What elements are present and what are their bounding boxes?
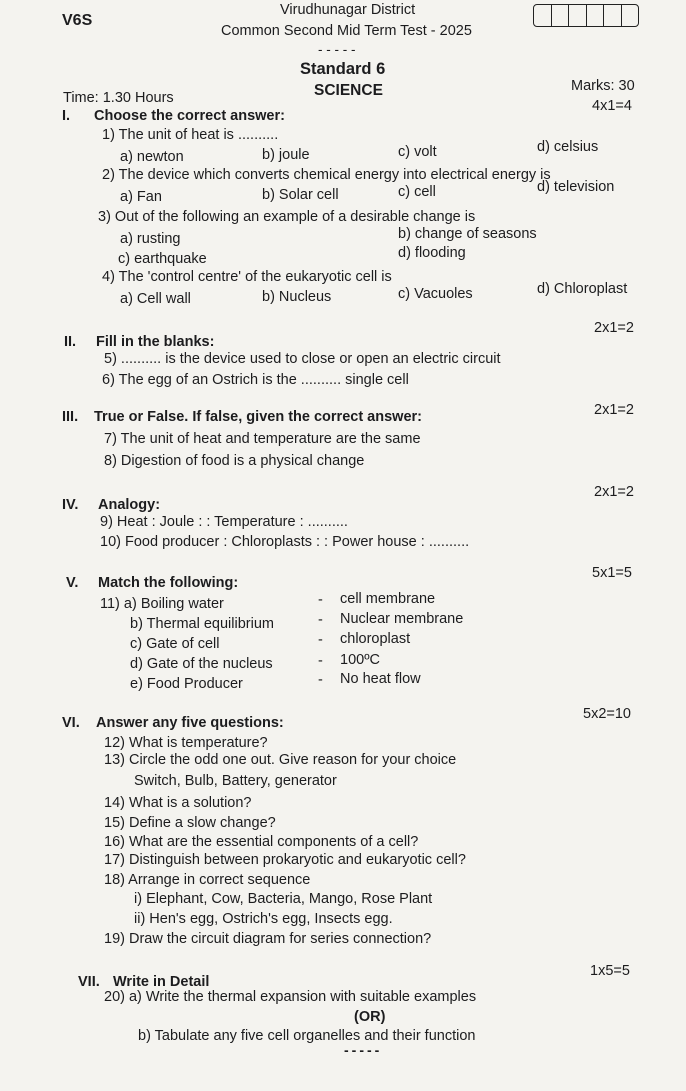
section-3-number: III. <box>62 409 79 425</box>
roll-number-boxes <box>533 4 639 27</box>
match-dash-d: - <box>318 653 323 669</box>
question-5: 5) .......... is the device used to close or open an electric circuit <box>104 351 501 367</box>
paper-code: V6S <box>62 12 93 29</box>
match-right-e: No heat flow <box>340 671 421 687</box>
district-name: Virudhunagar District <box>280 2 416 18</box>
header-divider: - - - - - <box>318 42 356 57</box>
roll-box <box>534 5 552 26</box>
question-18: 18) Arrange in correct sequence <box>104 872 311 888</box>
section-1-title: Choose the correct answer: <box>94 108 285 124</box>
question-3: 3) Out of the following an example of a desirable change is <box>98 209 476 225</box>
question-9: 9) Heat : Joule : : Temperature : .......... <box>100 514 348 530</box>
question-4: 4) The 'control centre' of the eukaryotic cell is <box>102 269 392 285</box>
question-14: 14) What is a solution? <box>104 795 252 811</box>
roll-box <box>587 5 605 26</box>
match-right-d: 100ºC <box>340 652 380 668</box>
question-18-part-ii: ii) Hen's egg, Ostrich's egg, Insects egg. <box>134 911 393 927</box>
section-7-title: Write in Detail <box>113 974 210 990</box>
q2-option-c: c) cell <box>398 184 436 200</box>
match-right-c: chloroplast <box>340 631 411 647</box>
subject-title: SCIENCE <box>314 82 383 99</box>
question-2: 2) The device which converts chemical energy into electrical energy is <box>102 167 551 183</box>
q1-option-b: b) joule <box>262 147 310 163</box>
q2-option-b: b) Solar cell <box>262 187 339 203</box>
footer-divider: ----- <box>344 1042 383 1058</box>
q1-option-c: c) volt <box>398 144 437 160</box>
question-17: 17) Distinguish between prokaryotic and eukaryotic cell? <box>104 852 466 868</box>
match-right-b: Nuclear membrane <box>340 611 464 627</box>
question-20b: b) Tabulate any five cell organelles and their function <box>138 1028 476 1044</box>
match-dash-b: - <box>318 612 323 628</box>
or-separator: (OR) <box>354 1009 386 1025</box>
section-1-marks: 4x1=4 <box>592 98 632 114</box>
match-right-a: cell membrane <box>340 591 436 607</box>
match-left-b: b) Thermal equilibrium <box>130 616 274 632</box>
roll-box <box>552 5 570 26</box>
section-6-marks: 5x2=10 <box>583 706 631 722</box>
section-2-number: II. <box>64 334 77 350</box>
question-8: 8) Digestion of food is a physical change <box>104 453 365 469</box>
q1-option-d: d) celsius <box>537 139 599 155</box>
section-1-number: I. <box>62 108 71 124</box>
question-6: 6) The egg of an Ostrich is the .......... single cell <box>102 372 409 388</box>
q4-option-c: c) Vacuoles <box>398 286 473 302</box>
question-13: 13) Circle the odd one out. Give reason for your choice <box>104 752 457 768</box>
question-15: 15) Define a slow change? <box>104 815 276 831</box>
section-6-title: Answer any five questions: <box>96 715 284 731</box>
section-4-marks: 2x1=2 <box>594 484 634 500</box>
section-3-marks: 2x1=2 <box>594 402 634 418</box>
question-19: 19) Draw the circuit diagram for series connection? <box>104 931 432 947</box>
match-dash-c: - <box>318 632 323 648</box>
roll-box <box>622 5 639 26</box>
question-20a: 20) a) Write the thermal expansion with suitable examples <box>104 989 477 1005</box>
q4-option-b: b) Nucleus <box>262 289 332 305</box>
section-7-number: VII. <box>78 974 100 990</box>
section-4-title: Analogy: <box>98 497 161 513</box>
q3-option-d: d) flooding <box>398 245 466 261</box>
time-label: Time: 1.30 Hours <box>63 90 174 106</box>
match-left-a: 11) a) Boiling water <box>100 596 224 612</box>
match-left-d: d) Gate of the nucleus <box>130 656 273 672</box>
section-5-number: V. <box>66 575 79 591</box>
exam-title: Common Second Mid Term Test - 2025 <box>221 23 472 39</box>
section-4-number: IV. <box>62 497 79 513</box>
q4-option-d: d) Chloroplast <box>537 281 628 297</box>
question-1: 1) The unit of heat is .......... <box>102 127 279 143</box>
match-left-e: e) Food Producer <box>130 676 243 692</box>
q1-option-a: a) newton <box>120 149 184 165</box>
question-12: 12) What is temperature? <box>104 735 268 751</box>
q3-option-c: c) earthquake <box>118 251 207 267</box>
section-5-title: Match the following: <box>98 575 239 591</box>
q3-option-a: a) rusting <box>120 231 181 247</box>
roll-box <box>569 5 587 26</box>
q2-option-d: d) television <box>537 179 615 195</box>
q2-option-a: a) Fan <box>120 189 162 205</box>
section-7-marks: 1x5=5 <box>590 963 630 979</box>
match-dash-e: - <box>318 672 323 688</box>
section-5-marks: 5x1=5 <box>592 565 632 581</box>
marks-label: Marks: 30 <box>571 78 635 94</box>
question-7: 7) The unit of heat and temperature are the same <box>104 431 421 447</box>
question-10: 10) Food producer : Chloroplasts : : Power house : .......... <box>100 534 470 550</box>
section-2-title: Fill in the blanks: <box>96 334 215 350</box>
roll-box <box>604 5 622 26</box>
match-left-c: c) Gate of cell <box>130 636 220 652</box>
q4-option-a: a) Cell wall <box>120 291 191 307</box>
section-6-number: VI. <box>62 715 80 731</box>
section-3-title: True or False. If false, given the correct answer: <box>94 409 422 425</box>
question-16: 16) What are the essential components of a cell? <box>104 834 419 850</box>
question-18-part-i: i) Elephant, Cow, Bacteria, Mango, Rose Plant <box>134 891 433 907</box>
question-13-items: Switch, Bulb, Battery, generator <box>134 773 337 789</box>
section-2-marks: 2x1=2 <box>594 320 634 336</box>
match-dash-a: - <box>318 592 323 608</box>
standard-title: Standard 6 <box>300 60 386 78</box>
q3-option-b: b) change of seasons <box>398 226 537 242</box>
